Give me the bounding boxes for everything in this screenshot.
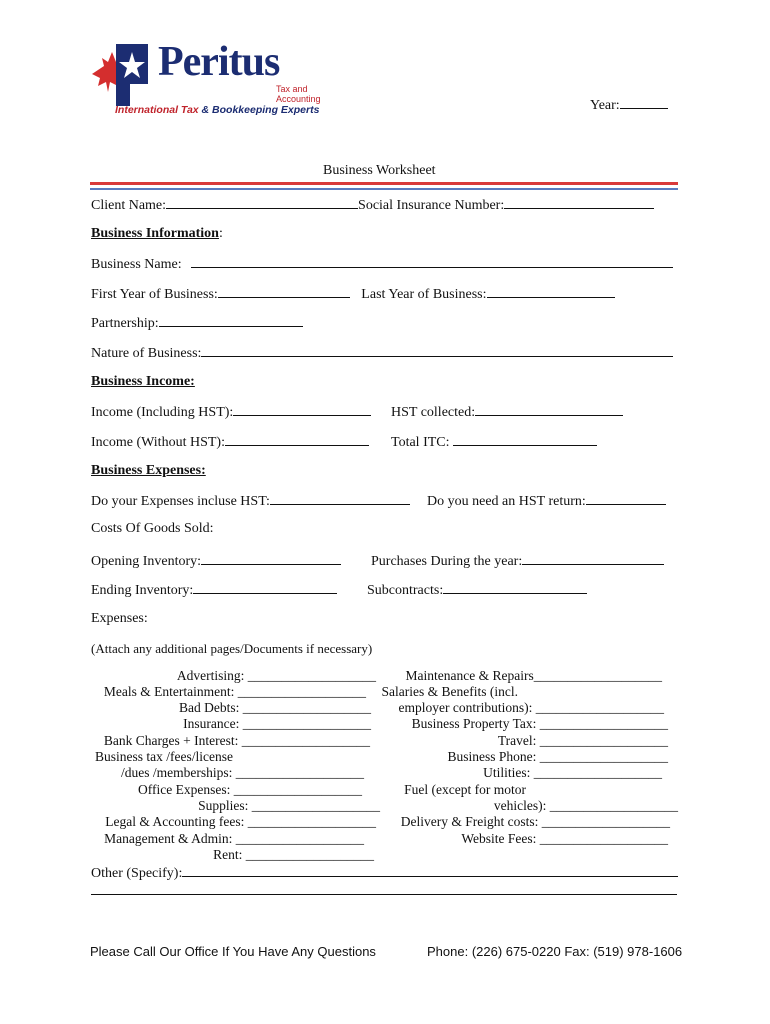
subcontracts-row	[367, 581, 587, 599]
ending-inventory-field[interactable]	[193, 581, 337, 594]
expense-left-legal[interactable]: Legal & Accounting fees: ___________________	[105, 814, 376, 829]
purchases-row	[371, 552, 664, 570]
business-name-label: Business Name:	[91, 257, 182, 272]
other-field[interactable]	[182, 864, 678, 877]
expense-left-supplies[interactable]: Supplies: ___________________	[198, 798, 380, 813]
partnership-row	[91, 314, 303, 332]
expense-left-advertising[interactable]: Advertising: ___________________	[176, 668, 376, 683]
purchases-label: Purchases During the year:	[371, 554, 523, 569]
nature-label: Nature of Business:	[91, 346, 202, 361]
expenses-label: Expenses:	[91, 611, 148, 626]
include-hst-row	[91, 492, 410, 510]
year-line	[620, 96, 668, 109]
year-label: Year:	[590, 98, 620, 113]
business-information-heading	[91, 226, 223, 242]
hst-collected-label: HST collected:	[391, 405, 476, 420]
title-rule-red	[90, 182, 678, 185]
include-hst-field[interactable]	[270, 492, 410, 505]
client-name-field[interactable]	[166, 196, 358, 209]
include-hst-label: Do your Expenses incluse HST:	[91, 494, 270, 509]
income-without-label: Income (Without HST):	[91, 435, 225, 450]
income-without-field[interactable]	[225, 433, 369, 446]
total-itc-row	[391, 433, 597, 451]
business-expenses-heading: Business Expenses:	[91, 463, 206, 478]
expense-right-fuel: Fuel (except for motor	[404, 782, 526, 797]
ending-inventory-row	[91, 581, 337, 599]
opening-inventory-field[interactable]	[201, 552, 341, 565]
other-field-line-2[interactable]	[91, 884, 677, 895]
hst-collected-field[interactable]	[475, 403, 623, 416]
expense-right-salaries: Salaries & Benefits (incl.	[381, 684, 518, 699]
business-name-row	[91, 255, 673, 273]
client-name-label: Client Name:	[91, 198, 167, 213]
attach-note: (Attach any additional pages/Documents if necessary)	[91, 641, 373, 656]
subcontracts-field[interactable]	[443, 581, 587, 594]
expense-right-property-tax[interactable]: Business Property Tax: ___________________	[411, 716, 668, 731]
company-logo	[88, 38, 338, 122]
cogs-label: Costs Of Goods Sold:	[91, 521, 214, 536]
year-field[interactable]	[590, 96, 668, 114]
expense-right-phone[interactable]: Business Phone: ___________________	[447, 749, 668, 764]
expense-left-bad-debts[interactable]: Bad Debts: ___________________	[179, 700, 371, 715]
total-itc-label: Total ITC:	[391, 435, 450, 450]
expense-left-dues[interactable]: /dues /memberships: ___________________	[121, 765, 364, 780]
income-incl-label: Income (Including HST):	[91, 405, 234, 420]
logo-tagline	[115, 104, 319, 116]
opening-inventory-row	[91, 552, 341, 570]
expense-left-insurance[interactable]: Insurance: ___________________	[183, 716, 371, 731]
income-without-row	[91, 433, 369, 451]
expense-left-meals[interactable]: Meals & Entertainment: ___________________	[103, 684, 366, 699]
first-year-label: First Year of Business:	[91, 287, 218, 302]
expense-right-delivery[interactable]: Delivery & Freight costs: ___________________	[400, 814, 670, 829]
title-rule-blue	[90, 188, 678, 190]
nature-row	[91, 344, 673, 362]
expense-left-rent[interactable]: Rent: ___________________	[213, 847, 374, 862]
expense-right-maintenance[interactable]: Maintenance & Repairs___________________	[405, 668, 662, 683]
business-information-title: Business Information	[91, 226, 219, 241]
first-last-year-row	[91, 285, 615, 303]
expense-left-management[interactable]: Management & Admin: ___________________	[104, 831, 364, 846]
purchases-field[interactable]	[522, 552, 664, 565]
logo-subtitle: Tax and Accounting	[276, 84, 321, 104]
need-hst-field[interactable]	[586, 492, 666, 505]
last-year-field[interactable]	[487, 285, 615, 298]
subcontracts-label: Subcontracts:	[367, 583, 444, 598]
business-information-colon: :	[218, 226, 223, 241]
expense-right-utilities[interactable]: Utilities: ___________________	[483, 765, 662, 780]
logo-tagline-red: International Tax	[115, 104, 199, 116]
partnership-label: Partnership:	[91, 316, 159, 331]
other-label: Other (Specify):	[91, 866, 183, 881]
need-hst-label: Do you need an HST return:	[427, 494, 586, 509]
client-row	[91, 196, 654, 214]
expense-left-bank-charges[interactable]: Bank Charges + Interest: ___________________	[103, 733, 370, 748]
expense-left-office[interactable]: Office Expenses: ___________________	[138, 782, 362, 797]
expense-right-vehicles[interactable]: vehicles): ___________________	[493, 798, 678, 813]
business-name-field[interactable]	[191, 255, 673, 268]
expense-right-website[interactable]: Website Fees: ___________________	[461, 831, 668, 846]
need-hst-row	[427, 492, 666, 510]
other-row	[91, 864, 678, 882]
partnership-field[interactable]	[159, 314, 303, 327]
sin-label: Social Insurance Number:	[358, 198, 505, 213]
business-income-heading: Business Income:	[91, 374, 195, 389]
logo-tagline-blue: & Bookkeeping Experts	[198, 104, 320, 116]
expense-left-business-tax: Business tax /fees/license	[95, 749, 233, 764]
first-year-field[interactable]	[218, 285, 350, 298]
last-year-label: Last Year of Business:	[361, 287, 487, 302]
ending-inventory-label: Ending Inventory:	[91, 583, 194, 598]
sin-field[interactable]	[504, 196, 654, 209]
footer-contact: Phone: (226) 675-0220 Fax: (519) 978-1606	[427, 944, 683, 959]
page-title: Business Worksheet	[323, 163, 436, 178]
footer-left: Please Call Our Office If You Have Any Questions	[90, 944, 376, 959]
total-itc-field[interactable]	[453, 433, 597, 446]
nature-field[interactable]	[201, 344, 673, 357]
logo-company-name: Peritus	[158, 39, 280, 85]
income-incl-field[interactable]	[233, 403, 371, 416]
income-incl-row	[91, 403, 371, 421]
maple-leaf-star-icon	[88, 40, 158, 112]
expense-right-travel[interactable]: Travel: ___________________	[497, 733, 668, 748]
opening-inventory-label: Opening Inventory:	[91, 554, 202, 569]
hst-collected-row	[391, 403, 623, 421]
expense-right-employer-contrib[interactable]: employer contributions): ___________________	[398, 700, 664, 715]
